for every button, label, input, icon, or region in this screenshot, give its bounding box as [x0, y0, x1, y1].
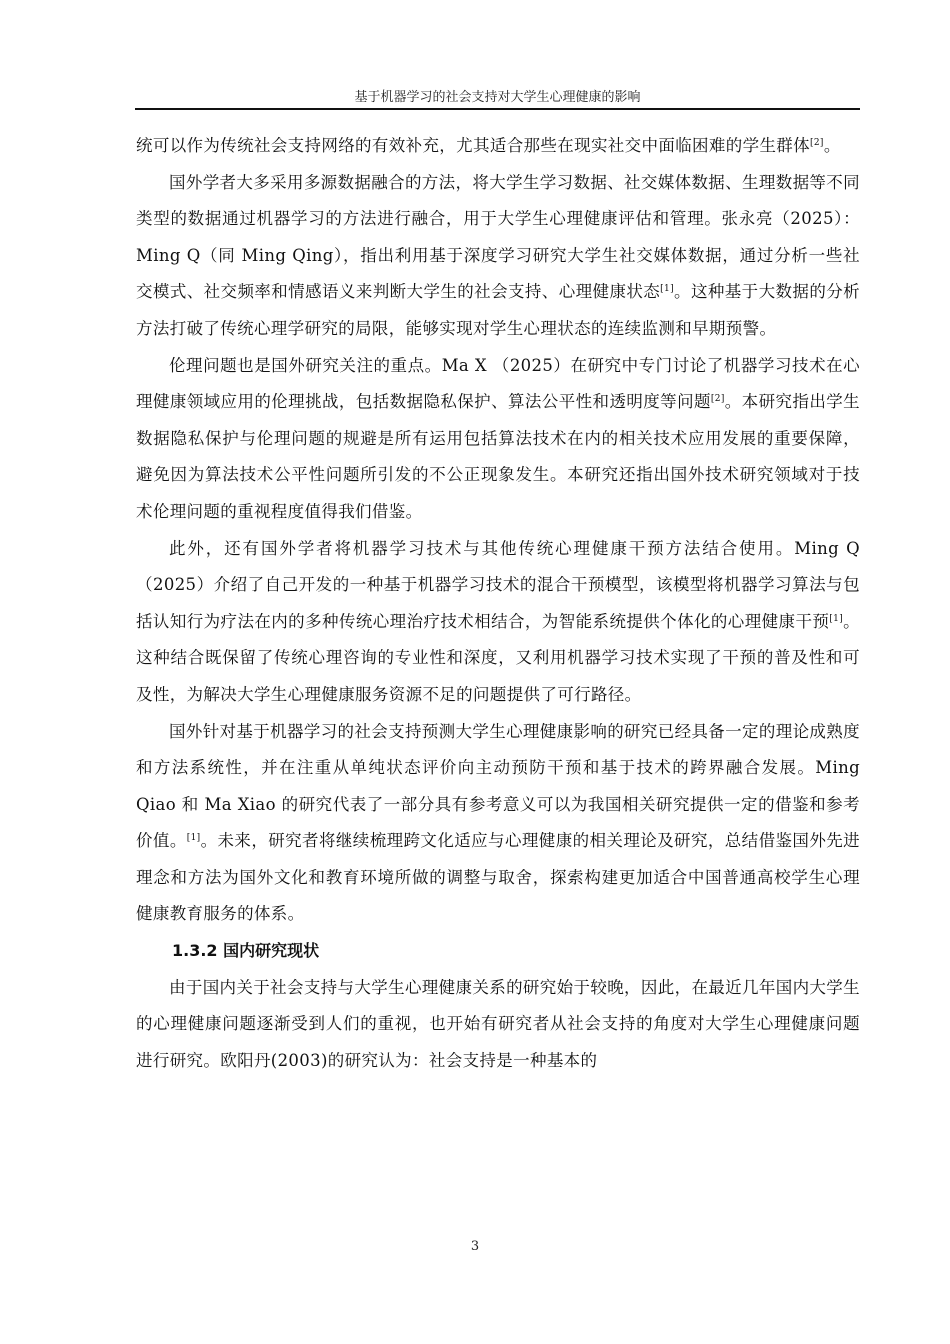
- paragraph-p4: [136, 531, 860, 714]
- paragraph-text: 由于国内关于社会支持与大学生心理健康关系的研究始于较晚，因此，在最近几年国内大学生的心理健康问题逐渐受到人们的重视，也开始有研究者从社会支持的角度对大学生心理健康问题进行研究。欧阳丹(2003)的研究认为：社会支持是一种基本的: [136, 977, 860, 1070]
- citation-marker: [2]: [810, 138, 824, 148]
- paragraph-text: 此外，还有国外学者将机器学习技术与其他传统心理健康干预方法结合使用。Ming Q（2025）介绍了自己开发的一种基于机器学习技术的混合干预模型，该模型将机器学习算法与包括认知行为疗法在内的多种传统心理治疗技术相结合，为智能系统提供个体化的心理健康干预: [136, 538, 860, 631]
- citation-marker: [1]: [829, 613, 844, 624]
- citation-marker: [2]: [710, 394, 725, 405]
- paragraph-p1: [136, 128, 860, 165]
- paragraph-p5: [136, 714, 860, 934]
- paragraph-p3: [136, 348, 860, 531]
- paragraph-text: 国外针对基于机器学习的社会支持预测大学生心理健康影响的研究已经具备一定的理论成熟度和方法系统性，并在注重从单纯状态评价向主动预防干预和基于技术的跨界融合发展。Ming Qiao 和 Ma Xiao 的研究代表了一部分具有参考意义可以为我国相关研究提供一定的借鉴和参考价值。: [136, 721, 860, 851]
- paragraph-text: 国外学者大多采用多源数据融合的方法，将大学生学习数据、社交媒体数据、生理数据等不同类型的数据通过机器学习的方法进行融合，用于大学生心理健康评估和管理。张永亮（2025）： Ming Q（同 Ming Qing），指出利用基于深度学习研究大学生社交媒体数据，通过分析一些社交模式、社交频率和情感语义来判断大学生的社会支持、心理健康状态: [136, 172, 860, 302]
- page-number: 3: [470, 1239, 480, 1254]
- running-header: 基于机器学习的社会支持对大学生心理健康的影响: [354, 90, 641, 105]
- body-text: [136, 128, 860, 1079]
- paragraph-p2: [136, 165, 860, 348]
- section-heading: 1.3.2 国内研究现状: [172, 941, 320, 961]
- paragraph-text: 。未来，研究者将继续梳理跨文化适应与心理健康的相关理论及研究，总结借鉴国外先进理念和方法为国外文化和教育环境所做的调整与取舍，探索构建更加适合中国普通高校学生心理健康教育服务的体系。: [136, 831, 860, 924]
- paragraph-text: 。: [823, 136, 841, 155]
- paragraph-text: 。这种基于大数据的分析方法打破了传统心理学研究的局限，能够实现对学生心理状态的连续监测和早期预警。: [136, 282, 860, 338]
- paragraph-text: 。这种结合既保留了传统心理咨询的专业性和深度，又利用机器学习技术实现了干预的普及性和可及性，为解决大学生心理健康服务资源不足的问题提供了可行路径。: [136, 611, 860, 704]
- citation-marker: [1]: [186, 833, 201, 844]
- paragraph-p6: [136, 970, 860, 1080]
- citation-marker: [1]: [660, 284, 674, 295]
- paragraph-text: 。本研究指出学生数据隐私保护与伦理问题的规避是所有运用包括算法技术在内的相关技术应用发展的重要保障，避免因为算法技术公平性问题所引发的不公正现象发生。本研究还指出国外技术研究领域对于技术伦理问题的重视程度值得我们借鉴。: [136, 392, 860, 521]
- paragraphs-group-after-heading: [136, 970, 860, 1080]
- header-rule: [135, 108, 860, 110]
- paragraph-text: 伦理问题也是国外研究关注的重点。Ma X （2025）在研究中专门讨论了机器学习技术在心理健康领域应用的伦理挑战，包括数据隐私保护、算法公平性和透明度等问题: [136, 355, 860, 412]
- paragraphs-group: [136, 128, 860, 933]
- paragraph-text: 统可以作为传统社会支持网络的有效补充，尤其适合那些在现实社交中面临困难的学生群体: [136, 136, 810, 155]
